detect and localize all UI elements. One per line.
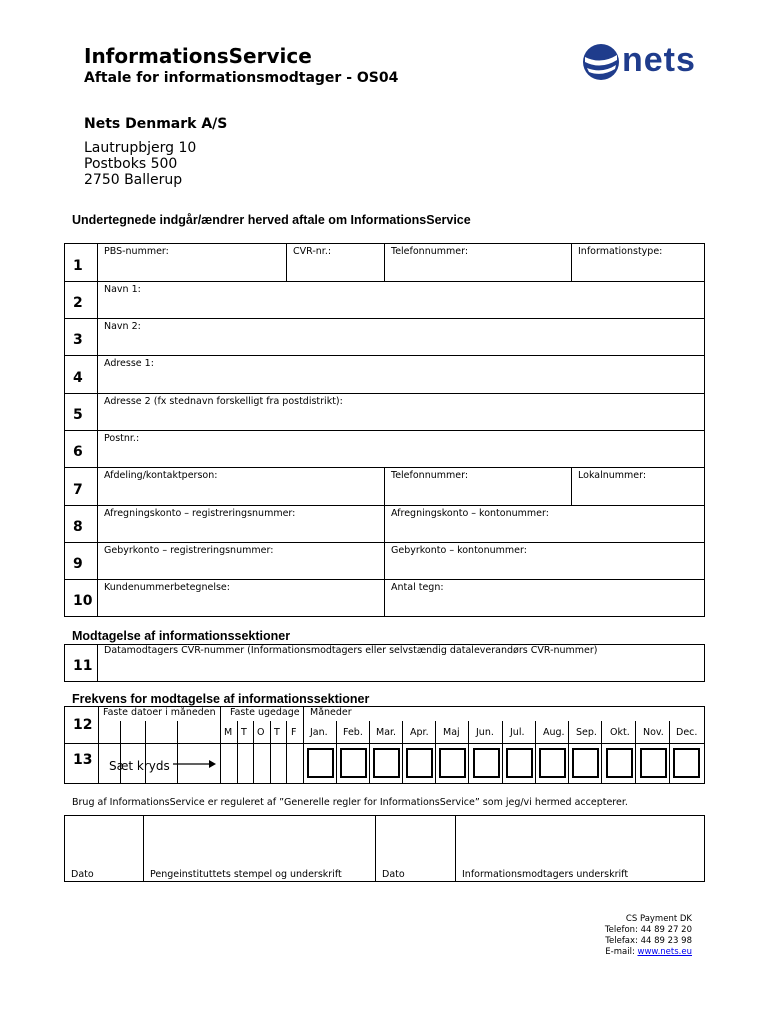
row-number: 11: [65, 645, 98, 681]
row-number: 4: [65, 356, 98, 393]
row-number: 1: [65, 244, 98, 281]
row-number: 7: [65, 468, 98, 505]
footer-fax: Telefax: 44 89 23 98: [605, 936, 692, 946]
pbs-number-field[interactable]: PBS-nummer:: [104, 246, 169, 257]
character-count-field[interactable]: Antal tegn:: [384, 580, 704, 616]
month-sep: Sep.: [576, 727, 597, 738]
month-feb: Feb.: [343, 727, 363, 738]
row-number-12: 12: [73, 717, 93, 733]
form-row-7: [65, 467, 704, 505]
section-11-heading: Modtagelse af informationssektioner: [72, 629, 291, 643]
months-label: Måneder: [310, 707, 352, 718]
month-may: Maj: [443, 727, 460, 738]
settlement-reg-field[interactable]: Afregningskonto – registreringsnummer:: [104, 508, 296, 519]
name-1-field[interactable]: Navn 1:: [104, 284, 141, 295]
fixed-weekday-label: Faste ugedage: [230, 707, 300, 718]
website-link[interactable]: www.nets.eu: [637, 947, 692, 957]
month-dec: Dec.: [676, 727, 698, 738]
weekday-mon: M: [224, 727, 233, 738]
contact-footer: [605, 914, 692, 958]
form-row-5: [65, 393, 704, 430]
row-number: 6: [65, 431, 98, 467]
row-number: 2: [65, 282, 98, 318]
company-name: Nets Denmark A/S: [84, 116, 228, 132]
contact-phone-field[interactable]: Telefonnummer:: [384, 468, 571, 505]
month-jan: Jan.: [310, 727, 328, 738]
extension-field[interactable]: Lokalnummer:: [571, 468, 704, 505]
month-oct: Okt.: [610, 727, 630, 738]
form-row-1: [65, 244, 704, 281]
frequency-table: [64, 706, 705, 784]
po-box: Postboks 500: [84, 156, 178, 172]
form-row-6: [65, 430, 704, 467]
intro-text: Undertegnede indgår/ændrer herved aftale om InformationsService: [72, 213, 471, 227]
fixed-dates-label: Faste datoer i måneden: [103, 707, 216, 718]
address-block: [84, 116, 227, 188]
street: Lautrupbjerg 10: [84, 140, 197, 156]
row-number: 3: [65, 319, 98, 355]
date-field-bank[interactable]: Dato: [71, 869, 94, 880]
information-type-field[interactable]: Informationstype:: [571, 244, 704, 281]
section-11-box: [64, 644, 705, 682]
mark-instruction: Sæt kryds: [109, 759, 170, 773]
month-aug: Aug.: [543, 727, 565, 738]
postal-code-field[interactable]: Postnr.:: [104, 433, 140, 444]
frequency-heading: Frekvens for modtagelse af informationssektioner: [72, 692, 370, 706]
month-jun: Jun.: [476, 727, 494, 738]
page-title: InformationsService: [84, 44, 312, 68]
checkbox-nov[interactable]: [640, 748, 667, 778]
month-mar: Mar.: [376, 727, 397, 738]
checkbox-dec[interactable]: [673, 748, 700, 778]
form-row-4: [65, 355, 704, 393]
checkbox-apr[interactable]: [406, 748, 433, 778]
terms-text: Brug af InformationsService er reguleret af ”Generelle regler for InformationsService” som jeg/vi hermed accepterer.: [72, 797, 628, 808]
footer-phone: Telefon: 44 89 27 20: [604, 925, 692, 935]
checkbox-oct[interactable]: [606, 748, 633, 778]
form-row-10: [65, 579, 704, 616]
fee-account-field[interactable]: Gebyrkonto – kontonummer:: [384, 543, 704, 579]
data-recipient-cvr-field[interactable]: Datamodtagers CVR-nummer (Informationsmodtagers eller selvstændig dataleverandørs CVR-nummer): [104, 645, 598, 656]
checkbox-aug[interactable]: [539, 748, 566, 778]
checkbox-jul[interactable]: [506, 748, 533, 778]
name-2-field[interactable]: Navn 2:: [104, 321, 141, 332]
nets-globe-icon: [582, 43, 620, 81]
date-field-recipient[interactable]: Dato: [375, 816, 455, 881]
customer-number-field[interactable]: Kundenummerbetegnelse:: [104, 582, 230, 593]
weekday-wed: O: [257, 727, 265, 738]
form-row-8: [65, 505, 704, 542]
logo-text: nets: [622, 41, 696, 79]
month-apr: Apr.: [410, 727, 429, 738]
phone-field[interactable]: Telefonnummer:: [384, 244, 571, 281]
checkbox-jan[interactable]: [307, 748, 334, 778]
signature-table: [64, 815, 705, 882]
recipient-signature-field[interactable]: Informationsmodtagers underskrift: [455, 816, 704, 881]
footer-org: CS Payment DK: [625, 914, 692, 924]
checkbox-jun[interactable]: [473, 748, 500, 778]
checkbox-mar[interactable]: [373, 748, 400, 778]
weekday-thu: T: [274, 727, 280, 738]
form-row-3: [65, 318, 704, 355]
weekday-tue: T: [241, 727, 247, 738]
month-nov: Nov.: [643, 727, 664, 738]
row-number: 5: [65, 394, 98, 430]
cvr-field[interactable]: CVR-nr.:: [286, 244, 384, 281]
weekday-fri: F: [291, 727, 297, 738]
settlement-account-field[interactable]: Afregningskonto – kontonummer:: [384, 506, 704, 542]
row-number: 9: [65, 543, 98, 579]
address-1-field[interactable]: Adresse 1:: [104, 358, 154, 369]
checkbox-sep[interactable]: [572, 748, 599, 778]
contact-person-field[interactable]: Afdeling/kontaktperson:: [104, 470, 218, 481]
row-number: 8: [65, 506, 98, 542]
bank-signature-field[interactable]: Pengeinstituttets stempel og underskrift: [143, 816, 375, 881]
city: 2750 Ballerup: [84, 172, 183, 188]
footer-email-line: E-mail: www.nets.eu: [605, 947, 692, 957]
agreement-form-table: [64, 243, 705, 617]
fee-reg-field[interactable]: Gebyrkonto – registreringsnummer:: [104, 545, 274, 556]
month-jul: Jul.: [510, 727, 525, 738]
checkbox-feb[interactable]: [340, 748, 367, 778]
nets-logo: [582, 40, 706, 84]
row-number: 10: [65, 580, 98, 616]
form-row-9: [65, 542, 704, 579]
address-2-field[interactable]: Adresse 2 (fx stednavn forskelligt fra postdistrikt):: [104, 396, 343, 407]
row-number-13: 13: [73, 752, 93, 768]
form-row-2: [65, 281, 704, 318]
arrow-right-icon: [173, 758, 217, 770]
checkbox-may[interactable]: [439, 748, 466, 778]
page-subtitle: Aftale for informationsmodtager - OS04: [84, 70, 399, 86]
